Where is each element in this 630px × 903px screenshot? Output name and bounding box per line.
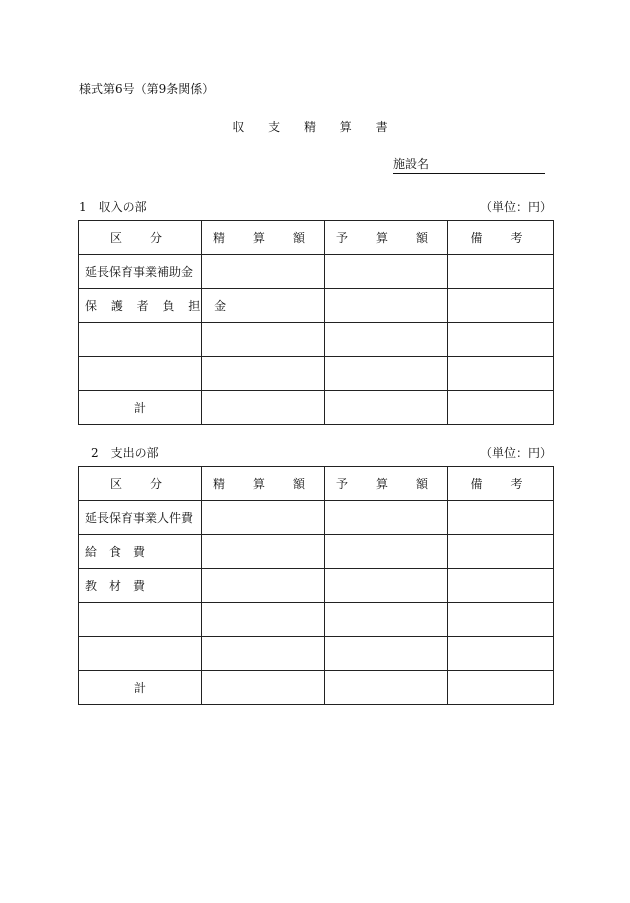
budget-amount-cell[interactable] <box>325 603 448 637</box>
settled-amount-cell[interactable] <box>202 323 325 357</box>
expense-unit-label: （単位：円） <box>479 446 552 460</box>
budget-amount-cell[interactable] <box>325 289 448 323</box>
budget-amount-cell[interactable] <box>325 501 448 535</box>
table-row <box>79 603 554 637</box>
settled-amount-cell[interactable] <box>202 357 325 391</box>
budget-amount-cell[interactable] <box>325 255 448 289</box>
settled-amount-cell[interactable] <box>202 501 325 535</box>
row-label[interactable] <box>79 603 202 637</box>
header-remarks: 備 考 <box>448 221 554 255</box>
remarks-cell[interactable] <box>448 255 554 289</box>
row-label[interactable] <box>79 357 202 391</box>
row-label: 延長保育事業補助金 <box>79 255 202 289</box>
table-row <box>79 569 554 603</box>
table-row <box>79 637 554 671</box>
row-label: 保 護 者 負 担 金 <box>79 289 202 323</box>
budget-amount-cell[interactable] <box>325 357 448 391</box>
row-label[interactable] <box>79 323 202 357</box>
remarks-cell[interactable] <box>448 391 554 425</box>
total-row <box>79 671 554 705</box>
remarks-cell[interactable] <box>448 501 554 535</box>
header-settled-amount: 精 算 額 <box>202 221 325 255</box>
total-row <box>79 391 554 425</box>
remarks-cell[interactable] <box>448 569 554 603</box>
remarks-cell[interactable] <box>448 357 554 391</box>
settled-amount-cell[interactable] <box>202 671 325 705</box>
header-budget-amount: 予 算 額 <box>325 467 448 501</box>
form-number: 様式第6号（第9条関係） <box>79 82 215 96</box>
budget-amount-cell[interactable] <box>325 391 448 425</box>
header-settled-amount: 精 算 額 <box>202 467 325 501</box>
row-label: 教 材 費 <box>79 569 202 603</box>
remarks-cell[interactable] <box>448 535 554 569</box>
document-title: 収 支 精 算 書 <box>232 120 398 134</box>
settled-amount-cell[interactable] <box>202 637 325 671</box>
header-remarks: 備 考 <box>448 467 554 501</box>
expense-section-title: 2 支出の部 <box>91 446 159 460</box>
header-category: 区 分 <box>79 467 202 501</box>
remarks-cell[interactable] <box>448 637 554 671</box>
remarks-cell[interactable] <box>448 289 554 323</box>
row-label: 給 食 費 <box>79 535 202 569</box>
remarks-cell[interactable] <box>448 671 554 705</box>
budget-amount-cell[interactable] <box>325 637 448 671</box>
table-row <box>79 535 554 569</box>
settled-amount-cell[interactable] <box>202 391 325 425</box>
total-label: 計 <box>79 671 202 705</box>
row-label: 延長保育事業人件費 <box>79 501 202 535</box>
table-row <box>79 501 554 535</box>
facility-name-field[interactable] <box>393 155 545 174</box>
table-row <box>79 357 554 391</box>
budget-amount-cell[interactable] <box>325 535 448 569</box>
header-budget-amount: 予 算 額 <box>325 221 448 255</box>
table-row <box>79 323 554 357</box>
total-label: 計 <box>79 391 202 425</box>
remarks-cell[interactable] <box>448 603 554 637</box>
income-section-title: 1 収入の部 <box>79 200 147 214</box>
expense-header-row <box>79 467 554 501</box>
budget-amount-cell[interactable] <box>325 569 448 603</box>
facility-name-label: 施設名 <box>393 157 430 171</box>
settled-amount-cell[interactable] <box>202 569 325 603</box>
budget-amount-cell[interactable] <box>325 671 448 705</box>
income-header-row <box>79 221 554 255</box>
header-category: 区 分 <box>79 221 202 255</box>
settled-amount-cell[interactable] <box>202 255 325 289</box>
income-table <box>78 220 554 425</box>
remarks-cell[interactable] <box>448 323 554 357</box>
table-row <box>79 255 554 289</box>
budget-amount-cell[interactable] <box>325 323 448 357</box>
income-unit-label: （単位：円） <box>479 200 552 214</box>
row-label[interactable] <box>79 637 202 671</box>
settled-amount-cell[interactable] <box>202 535 325 569</box>
table-row <box>79 289 554 323</box>
expense-table <box>78 466 554 705</box>
settled-amount-cell[interactable] <box>202 603 325 637</box>
